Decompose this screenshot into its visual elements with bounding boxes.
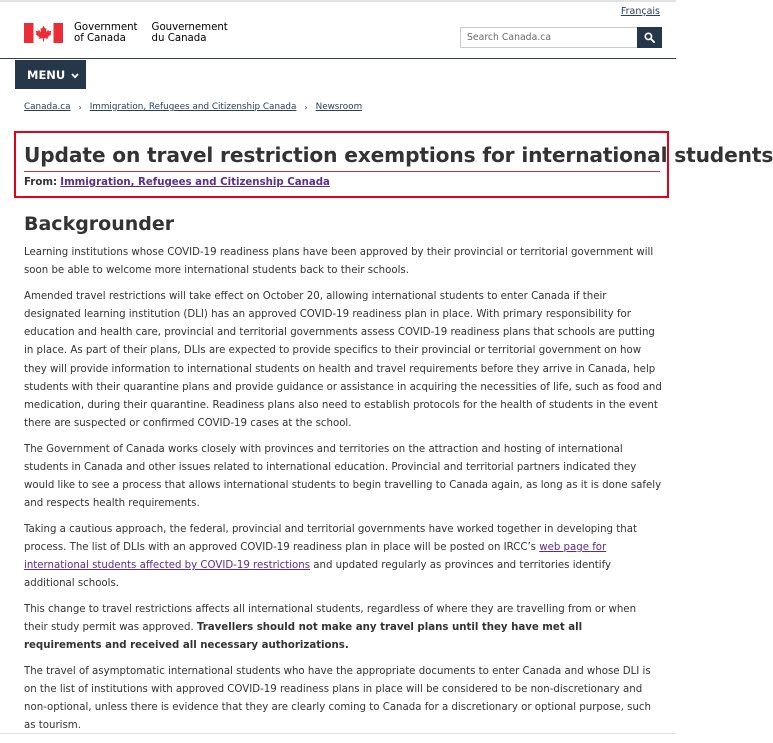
header-divider xyxy=(0,58,676,59)
paragraph-3: The Government of Canada works closely with provinces and territories on the attraction and hosting of international students in Canada and other issues related to international education. Provincial and territorial partners indicated they would like to see a process that allows international students to begin travelling to Canada again, as long as it is done safely and respects health requirements. xyxy=(24,443,662,510)
breadcrumb-canada-ca[interactable]: Canada.ca xyxy=(24,102,71,112)
article-body xyxy=(24,244,662,743)
search-input[interactable] xyxy=(460,27,637,48)
paragraph-4: Taking a cautious approach, the federal, provincial and territorial governments have worked together in developing that process. The list of DLIs with an approved COVID-19 readiness plan in place will be posted on IRCC’s web page for international students affected by COVID-19 restrictions and updated regularly as provinces and territories identify additional schools. xyxy=(24,523,637,590)
paragraph-6: The travel of asymptomatic international students who have the appropriate documents to enter Canada and whose DLI is on the list of institutions with approved COVID-19 readiness plans in place will be considered to be non-discretionary and non-optional, unless there is evidence that they are clearly coming to Canada for a discretionary or optional purpose, such as tourism. xyxy=(24,665,651,732)
language-toggle-link[interactable]: Français xyxy=(620,6,660,17)
paragraph-5: This change to travel restrictions affects all international students, regardless of where they are travelling from or when their study permit was approved. Travellers should not make any travel plans until they have met all requirements and received all necessary authorizations. xyxy=(24,603,637,652)
page-title: Update on travel restriction exemptions for international students xyxy=(24,143,773,167)
section-heading: Backgrounder xyxy=(24,213,175,235)
government-signature[interactable] xyxy=(24,20,242,46)
breadcrumb-separator: › xyxy=(78,102,82,112)
search-button[interactable] xyxy=(637,27,662,48)
travel-warning-text: Travellers should not make any travel plans until they have met all requirements and received all necessary authorizations. xyxy=(24,622,583,652)
search-icon xyxy=(644,32,655,43)
breadcrumb-newsroom[interactable]: Newsroom xyxy=(315,102,363,112)
menu-label: MENU xyxy=(27,67,66,82)
title-underline xyxy=(24,171,660,172)
breadcrumb-ircc[interactable]: Immigration, Refugees and Citizenship Canada xyxy=(89,102,297,112)
top-border xyxy=(0,0,676,2)
from-department-link[interactable]: Immigration, Refugees and Citizenship Canada xyxy=(60,177,330,188)
signature-french: Gouvernement du Canada xyxy=(151,22,228,44)
signature-english: Government of Canada xyxy=(74,22,138,44)
menu-button[interactable] xyxy=(15,60,86,89)
bottom-border xyxy=(0,733,676,734)
chevron-down-icon xyxy=(71,68,79,82)
breadcrumb xyxy=(24,102,362,112)
from-label: From: xyxy=(24,177,58,188)
from-line xyxy=(24,177,330,188)
paragraph-1: Learning institutions whose COVID-19 readiness plans have been approved by their provincial or territorial government will soon be able to welcome more international students back to their schools. xyxy=(24,247,654,277)
site-search xyxy=(460,27,662,48)
intl-students-covid-link[interactable]: web page for international students affected by COVID-19 restrictions xyxy=(24,541,607,572)
canada-flag-icon xyxy=(24,23,63,43)
breadcrumb-separator: › xyxy=(304,102,308,112)
paragraph-2: Amended travel restrictions will take effect on October 20, allowing international students to enter Canada if their designated learning institution (DLI) has an approved COVID-19 readiness plan in place. With primary responsibility for education and health care, provincial and territorial governments assess COVID-19 readiness plans that schools are putting in place. As part of their plans, DLIs are expected to provide specifics to their provincial or territorial government on how they will provide information to international students on health and travel requirements before they arrive in Canada, help students with their quarantine plans and provide guidance or assistance in acquiring the necessities of life, such as food and medication, during their quarantine. Readiness plans also need to establish protocols for the health of students in the event there are suspected or confirmed COVID-19 cases at the school. xyxy=(24,290,662,430)
